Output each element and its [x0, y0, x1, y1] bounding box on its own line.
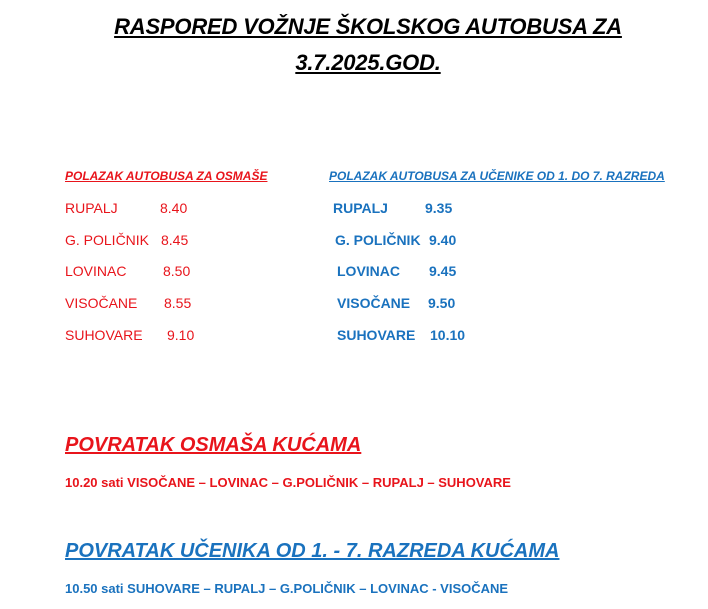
return-1-7-heading: POVRATAK UČENIKA OD 1. - 7. RAZREDA KUĆAMA — [65, 540, 560, 562]
stop-time: 8.55 — [164, 295, 192, 311]
stop-time: 9.50 — [428, 295, 456, 311]
stop-time: 8.45 — [161, 232, 189, 248]
stop-name: RUPALJ — [333, 200, 388, 216]
stop-name: VISOČANE — [337, 295, 411, 311]
return-8th-heading: POVRATAK OSMAŠA KUĆAMA — [65, 434, 362, 456]
stop-time: 8.50 — [163, 263, 191, 279]
stop-name: SUHOVARE — [65, 327, 143, 343]
stop-time: 9.40 — [429, 232, 457, 248]
stop-name: G. POLIČNIK — [65, 232, 150, 248]
return-1-7-route: 10.50 sati SUHOVARE – RUPALJ – G.POLIČNIK – LOVINAC - VISOČANE — [65, 581, 509, 596]
departures-1-7-heading: POLAZAK AUTOBUSA ZA UČENIKE OD 1. DO 7. RAZREDA — [329, 169, 665, 183]
stop-name: VISOČANE — [65, 295, 138, 311]
document-title-line1: RASPORED VOŽNJE ŠKOLSKOG AUTOBUSA ZA — [114, 14, 622, 39]
stop-time: 9.10 — [167, 327, 195, 343]
stop-time: 9.35 — [425, 200, 453, 216]
return-8th-route: 10.20 sati VISOČANE – LOVINAC – G.POLIČNIK – RUPALJ – SUHOVARE — [65, 475, 511, 490]
stop-time: 10.10 — [430, 327, 466, 343]
departures-8th-heading: POLAZAK AUTOBUSA ZA OSMAŠE — [65, 169, 268, 183]
stop-name: LOVINAC — [337, 263, 400, 279]
stop-time: 9.45 — [429, 263, 457, 279]
document-title-line2: 3.7.2025.GOD. — [295, 50, 441, 75]
stop-name: G. POLIČNIK — [335, 232, 421, 248]
stop-name: SUHOVARE — [337, 327, 416, 343]
stop-time: 8.40 — [160, 200, 188, 216]
stop-name: LOVINAC — [65, 263, 127, 279]
stop-name: RUPALJ — [65, 200, 118, 216]
